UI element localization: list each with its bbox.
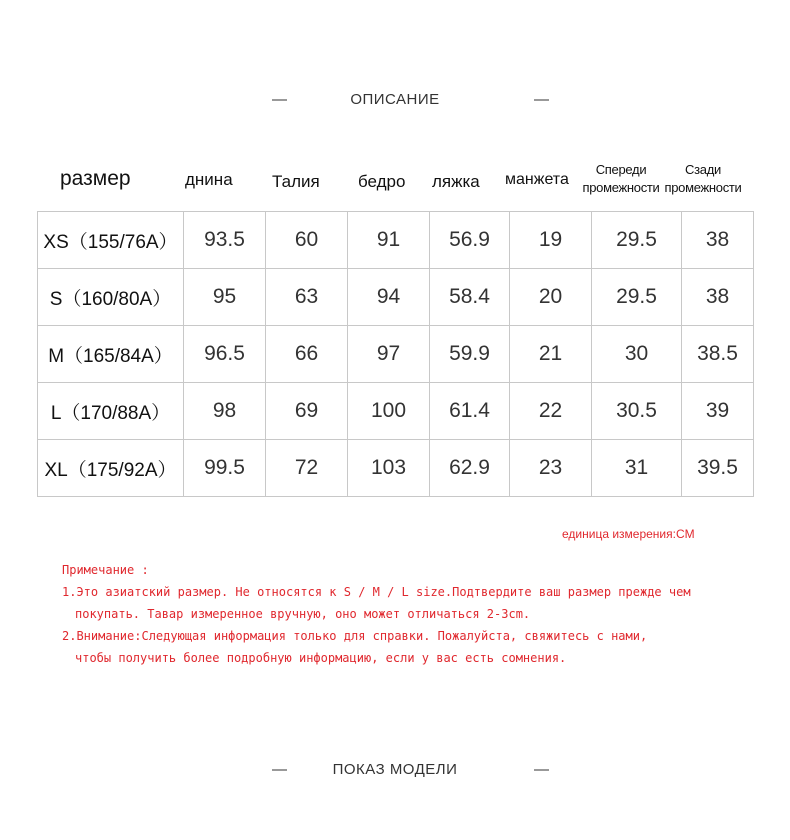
measurement-cell: 94 — [348, 269, 430, 326]
note-1: 1.Это азиатский размер. Не относятся к S / M / L size.Подтвердите ваш размер прежде чем — [62, 585, 691, 599]
measurement-cell: 60 — [266, 212, 348, 269]
header-thigh: ляжка — [432, 172, 480, 191]
measurement-cell: 99.5 — [184, 440, 266, 497]
measurement-cell: 38.5 — [682, 326, 754, 383]
measurement-cell: 19 — [510, 212, 592, 269]
note-2: 2.Внимание:Следующая информация только для справки. Пожалуйста, свяжитесь с нами, — [62, 629, 648, 643]
measurement-cell: 72 — [266, 440, 348, 497]
measurement-cell: 93.5 — [184, 212, 266, 269]
header-hip: бедро — [358, 172, 406, 191]
measurement-cell: 56.9 — [430, 212, 510, 269]
measurement-cell: 63 — [266, 269, 348, 326]
divider-dash-left: — — [272, 761, 287, 778]
measurement-cell: 95 — [184, 269, 266, 326]
measurement-cell: 30 — [592, 326, 682, 383]
measurement-cell: 66 — [266, 326, 348, 383]
header-cuff: манжета — [505, 171, 569, 188]
model-title: ПОКАЗ МОДЕЛИ — [332, 761, 458, 778]
table-row — [38, 269, 754, 326]
size-cell: XL（175/92A） — [38, 440, 184, 497]
measurement-cell: 38 — [682, 269, 754, 326]
measurement-cell: 98 — [184, 383, 266, 440]
divider-dash-left: — — [272, 91, 287, 108]
note-1-continued: покупать. Тавар измеренное вручную, оно может отличаться 2-3cm. — [75, 607, 531, 621]
measurement-cell: 31 — [592, 440, 682, 497]
measurement-cell: 22 — [510, 383, 592, 440]
size-cell: L（170/88A） — [38, 383, 184, 440]
table-row — [38, 383, 754, 440]
measurement-cell: 29.5 — [592, 212, 682, 269]
size-cell: XS（155/76A） — [38, 212, 184, 269]
measurement-cell: 69 — [266, 383, 348, 440]
measurement-cell: 39 — [682, 383, 754, 440]
measurement-cell: 91 — [348, 212, 430, 269]
header-front-rise-line1: Спереди — [595, 162, 647, 177]
measurement-cell: 103 — [348, 440, 430, 497]
size-chart-table — [37, 211, 754, 497]
measurement-cell: 59.9 — [430, 326, 510, 383]
table-row — [38, 440, 754, 497]
description-section-header — [0, 88, 790, 112]
header-waist: Талия — [272, 172, 320, 191]
notes-title: Примечание : — [62, 563, 149, 577]
header-back-rise-line2: промежности — [664, 180, 742, 195]
measurement-cell: 62.9 — [430, 440, 510, 497]
notes-block — [62, 559, 691, 669]
note-2-continued: чтобы получить более подробную информацию, если у вас есть сомнения. — [75, 651, 567, 665]
measurement-cell: 58.4 — [430, 269, 510, 326]
header-back-rise-line1: Сзади — [685, 162, 721, 177]
header-length: днина — [185, 170, 233, 189]
header-front-rise-line2: промежности — [582, 180, 660, 195]
measurement-cell: 21 — [510, 326, 592, 383]
header-size: размер — [60, 167, 131, 190]
divider-dash-right: — — [534, 91, 549, 108]
measurement-cell: 100 — [348, 383, 430, 440]
header-back-rise — [660, 161, 746, 197]
size-cell: S（160/80A） — [38, 269, 184, 326]
header-front-rise — [580, 161, 662, 197]
table-row — [38, 212, 754, 269]
measurement-cell: 39.5 — [682, 440, 754, 497]
measurement-cell: 61.4 — [430, 383, 510, 440]
measurement-cell: 23 — [510, 440, 592, 497]
description-title: ОПИСАНИЕ — [350, 91, 440, 108]
size-cell: M（165/84A） — [38, 326, 184, 383]
measurement-cell: 38 — [682, 212, 754, 269]
measurement-cell: 96.5 — [184, 326, 266, 383]
model-section-header — [0, 758, 790, 782]
table-row — [38, 326, 754, 383]
measurement-cell: 97 — [348, 326, 430, 383]
measurement-cell: 29.5 — [592, 269, 682, 326]
divider-dash-right: — — [534, 761, 549, 778]
unit-label: единица измерения:CM — [562, 527, 695, 541]
measurement-cell: 30.5 — [592, 383, 682, 440]
measurement-cell: 20 — [510, 269, 592, 326]
